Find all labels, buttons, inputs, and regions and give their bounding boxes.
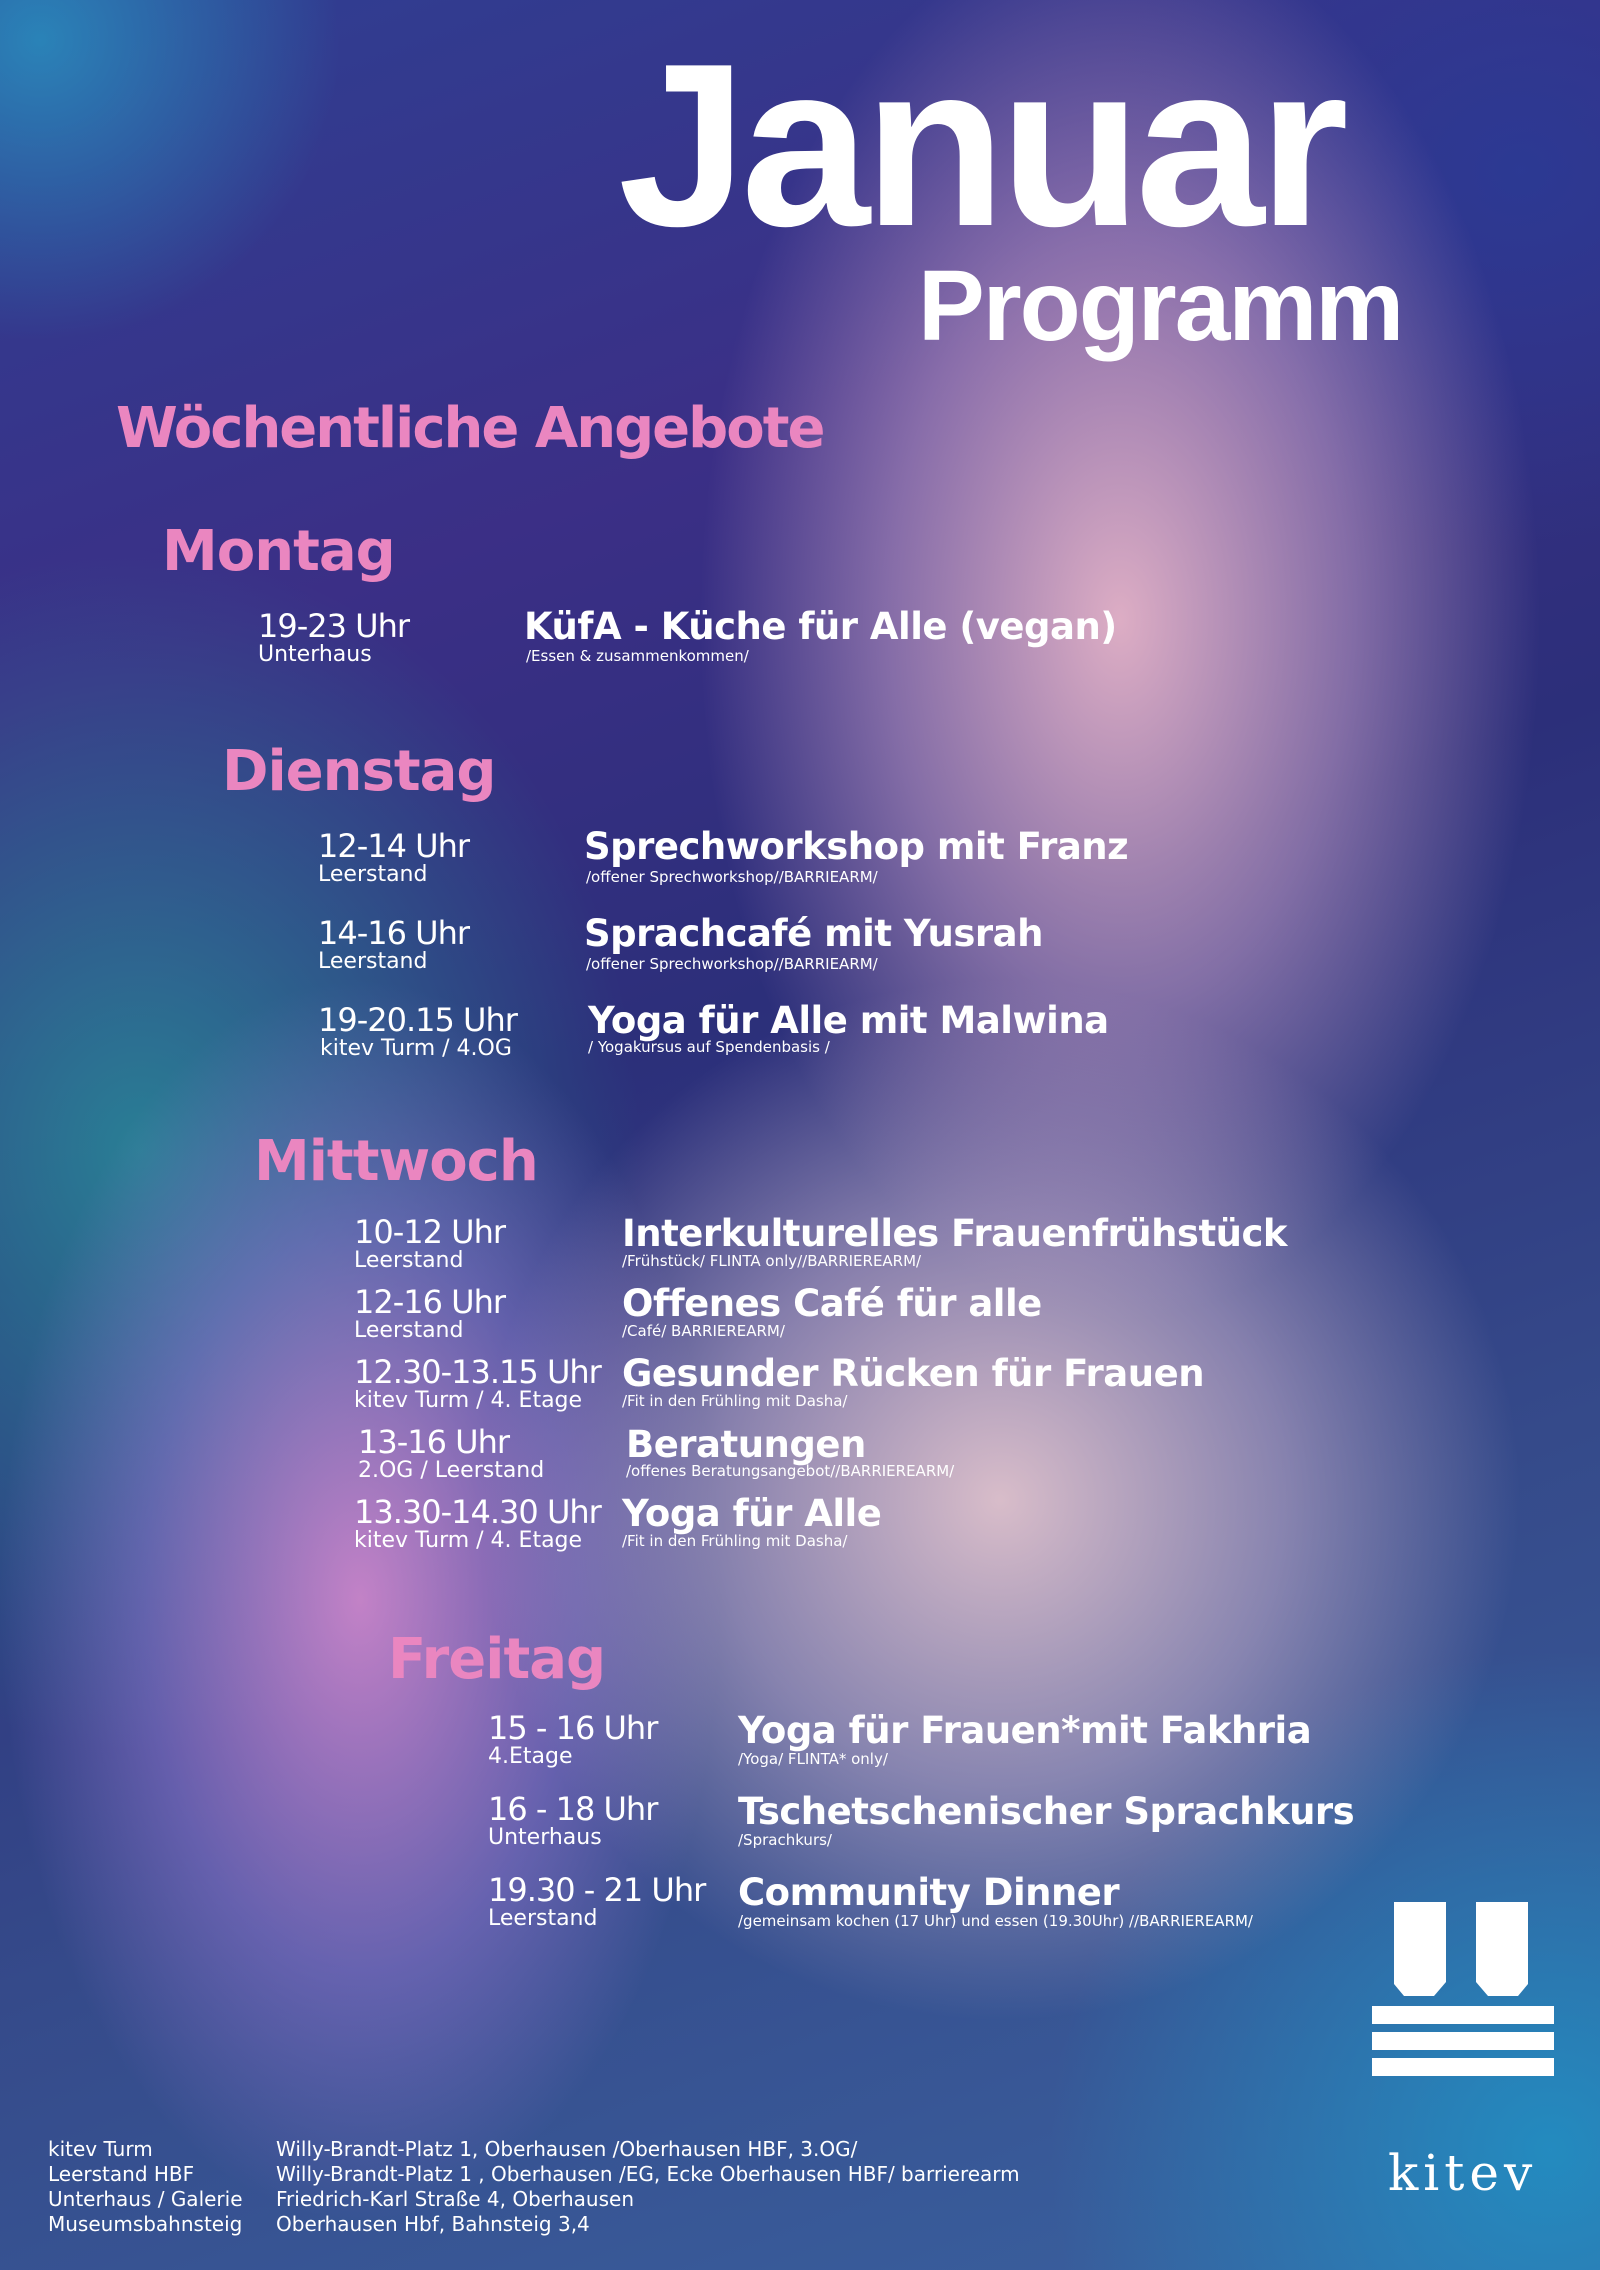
event-title: Interkulturelles Frauenfrühstück [622,1212,1288,1255]
day-montag: Montag [162,519,395,584]
event-time: 19.30 - 21 Uhr [488,1871,706,1909]
event-subtitle: /Frühstück/ FLINTA only//BARRIEREARM/ [622,1252,922,1270]
address-text: Oberhausen Hbf, Bahnsteig 3,4 [276,2212,590,2236]
address-text: Willy-Brandt-Platz 1, Oberhausen /Oberhausen HBF, 3.OG/ [276,2137,858,2161]
event-title: Yoga für Frauen*mit Fakhria [738,1709,1312,1752]
event-subtitle: /offener Sprechworkshop//BARRIEARM/ [586,868,878,886]
address-label: Leerstand HBF [48,2162,195,2186]
event-title: Yoga für Alle mit Malwina [588,999,1109,1042]
event-time: 13.30-14.30 Uhr [354,1493,601,1531]
event-time: 13-16 Uhr [358,1423,510,1461]
event-location: kitev Turm / 4. Etage [354,1528,583,1553]
address-label: Museumsbahnsteig [48,2212,243,2236]
event-time: 12.30-13.15 Uhr [354,1353,601,1391]
title-januar: Januar [618,16,1343,275]
address-text: Friedrich-Karl Straße 4, Oberhausen [276,2187,634,2211]
event-title: Sprechworkshop mit Franz [584,825,1129,868]
event-title: Beratungen [626,1423,866,1466]
event-subtitle: /offenes Beratungsangebot//BARRIEREARM/ [626,1462,955,1480]
event-subtitle: /Café/ BARRIEREARM/ [622,1322,785,1340]
event-location: Leerstand [354,1248,464,1273]
event-subtitle: /Yoga/ FLINTA* only/ [738,1750,888,1768]
day-dienstag: Dienstag [222,739,496,804]
event-subtitle: /offener Sprechworkshop//BARRIEARM/ [586,955,878,973]
event-title: Yoga für Alle [622,1492,882,1535]
event-title: Sprachcafé mit Yusrah [584,912,1043,955]
address-label: Unterhaus / Galerie [48,2187,243,2211]
event-location: Leerstand [318,862,428,887]
event-title: Offenes Café für alle [622,1282,1042,1325]
event-location: Leerstand [318,949,428,974]
event-location: Leerstand [354,1318,464,1343]
event-time: 16 - 18 Uhr [488,1790,658,1828]
event-subtitle: /Sprachkurs/ [738,1831,832,1849]
address-text: Willy-Brandt-Platz 1 , Oberhausen /EG, Ecke Oberhausen HBF/ barrierearm [276,2162,1020,2186]
brand-name: kitev [1388,2144,1538,2202]
address-label: kitev Turm [48,2137,153,2161]
event-location: Leerstand [488,1906,598,1931]
event-location: Unterhaus [258,642,372,667]
event-location: 4.Etage [488,1744,573,1769]
event-subtitle: /Essen & zusammenkommen/ [526,647,749,665]
kitev-logo-icon [1372,1902,1554,2076]
event-time: 10-12 Uhr [354,1213,506,1251]
event-time: 19-20.15 Uhr [318,1001,517,1039]
day-mittwoch: Mittwoch [254,1129,538,1194]
event-location: 2.OG / Leerstand [358,1458,545,1483]
event-title: Tschetschenischer Sprachkurs [738,1790,1355,1833]
event-title: KüfA - Küche für Alle (vegan) [524,605,1117,648]
event-time: 14-16 Uhr [318,914,470,952]
day-freitag: Freitag [388,1627,606,1692]
event-title: Gesunder Rücken für Frauen [622,1352,1205,1395]
section-title: Wöchentliche Angebote [116,396,824,461]
event-subtitle: /Fit in den Frühling mit Dasha/ [622,1392,848,1410]
event-location: kitev Turm / 4.OG [320,1036,512,1061]
title-programm: Programm [918,250,1403,362]
event-time: 12-16 Uhr [354,1283,506,1321]
event-title: Community Dinner [738,1871,1120,1914]
event-subtitle: /gemeinsam kochen (17 Uhr) und essen (19.30Uhr) //BARRIEREARM/ [738,1912,1253,1930]
event-time: 15 - 16 Uhr [488,1709,658,1747]
event-location: Unterhaus [488,1825,602,1850]
event-location: kitev Turm / 4. Etage [354,1388,583,1413]
event-time: 12-14 Uhr [318,827,470,865]
event-time: 19-23 Uhr [258,607,410,645]
event-subtitle: /Fit in den Frühling mit Dasha/ [622,1532,848,1550]
event-subtitle: / Yogakursus auf Spendenbasis / [588,1038,830,1056]
